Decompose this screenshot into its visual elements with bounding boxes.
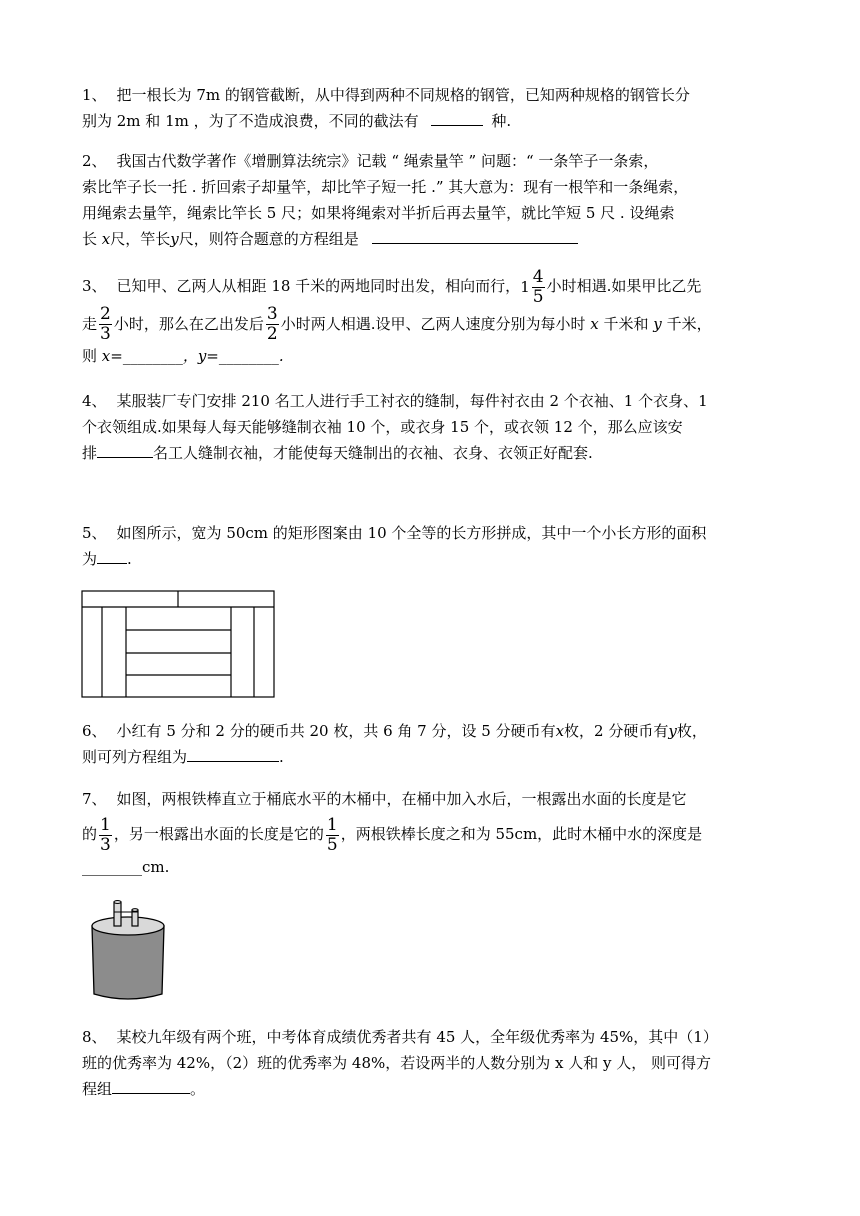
question-text: 某服装厂专门安排 210 名工人进行手工衬衣的缝制，每件衬衣由 2 个衣袖、1 个衣身、1 [116, 392, 708, 410]
variable-x: x [590, 314, 599, 333]
question-text: 用绳索去量竿，绳索比竿长 5 尺；如果将绳索对半折后再去量竿，就比竿短 5 尺 . 设绳索 [82, 204, 675, 222]
question-text: 小红有 5 分和 2 分的硬币共 20 枚，共 6 角 7 分，设 5 分硬币有 [116, 722, 556, 740]
question-text: 排 [82, 444, 98, 462]
variable-y: y [170, 230, 179, 248]
question-text: ，两根铁棒长度之和为 55cm，此时木桶中水的深度是 [340, 825, 703, 843]
fraction [99, 814, 112, 855]
question-text: 小时两人相遇.设甲、乙两人速度分别为每小时 [280, 314, 586, 333]
question-text: 为 [82, 550, 98, 568]
fraction-numerator: 1 [100, 814, 111, 835]
question-number: 3、 [82, 277, 107, 295]
question-number: 2、 [82, 152, 107, 170]
question-text: 索比竿子长一托 . 折回索子却量竿，却比竿子短一托 .” 其大意为：现有一根竿和一条绳索， [82, 178, 689, 196]
question-text: 。 [190, 1080, 206, 1098]
answer-blank[interactable]: ________cm. [82, 857, 170, 876]
answer-blank[interactable] [431, 109, 483, 126]
fraction-denominator: 2 [266, 324, 278, 345]
question-text: 班的优秀率为 42%，（2）班的优秀率为 48%，若设两半的人数分别为 x 人和 y 人， 则可得方 [82, 1054, 712, 1072]
question-5 [82, 520, 782, 572]
question-text: 千米， [666, 314, 712, 333]
question-text: 我国古代数学著作《增删算法统宗》记载 “ 绳索量竿 ” 问题：“ 一条竿子一条索， [116, 152, 659, 170]
question-text: 已知甲、乙两人从相距 18 千米的两地同时出发，相向而行， [116, 277, 521, 295]
fraction-numerator: 3 [266, 304, 278, 325]
fraction [99, 306, 112, 343]
answer-blank[interactable] [97, 441, 153, 458]
fraction-whole: 1 [520, 278, 530, 297]
answer-blank-y[interactable]: y=________. [197, 347, 284, 366]
fraction-numerator: 2 [100, 304, 111, 325]
question-text: 尺，竿长 [110, 230, 171, 248]
fraction-numerator: 1 [326, 814, 338, 835]
question-text: 小时，那么在乙出发后 [113, 314, 264, 333]
fraction-denominator: 3 [100, 834, 111, 855]
fraction-denominator: 5 [326, 834, 338, 855]
question-text: 走 [82, 314, 98, 333]
question-text: 种. [491, 112, 512, 130]
fraction-numerator: 4 [532, 266, 544, 287]
fraction [326, 814, 339, 855]
question-text: 如图所示，宽为 50cm 的矩形图案由 10 个全等的长方形拼成，其中一个小长方形的面积 [116, 524, 707, 542]
question-number: 4、 [82, 392, 107, 410]
question-1 [82, 82, 782, 134]
question-text: 程组 [82, 1080, 113, 1098]
question-7 [82, 786, 782, 880]
question-4 [82, 388, 782, 466]
question-number: 8、 [82, 1028, 107, 1046]
question-text: 枚， [676, 722, 707, 740]
question-text: . [127, 550, 132, 568]
question-text: 的 [82, 825, 98, 843]
question-3 [82, 268, 782, 369]
iron-rod-left [114, 902, 121, 926]
question-text: 则 [82, 347, 98, 366]
question-text: 枚，2 分硬币有 [564, 722, 669, 740]
question-text: 某校九年级有两个班，中考体育成绩优秀者共有 45 人，全年级优秀率为 45%，其中（1） [116, 1028, 718, 1046]
question-text: 个衣领组成.如果每人每天能够缝制衣袖 10 个，或衣身 15 个，或衣领 12 个，那么应该安 [82, 418, 683, 436]
variable-y: y [668, 722, 677, 740]
question-number: 5、 [82, 524, 107, 542]
bucket-figure [88, 896, 170, 1004]
question-text: 如图，两根铁棒直立于桶底水平的木桶中，在桶中加入水后，一根露出水面的长度是它 [116, 790, 687, 808]
answer-blank[interactable] [372, 227, 578, 244]
variable-y: y [653, 314, 662, 333]
answer-blank[interactable] [97, 547, 127, 564]
bucket-rim [92, 917, 164, 935]
fraction [266, 306, 279, 343]
question-text: 千米和 [603, 314, 649, 333]
fraction-denominator: 3 [100, 324, 111, 345]
variable-x: x [101, 230, 111, 248]
question-2 [82, 148, 782, 252]
question-text: 则可列方程组为 [82, 748, 188, 766]
answer-blank-x[interactable]: x=________， [101, 347, 198, 366]
question-number: 7、 [82, 790, 107, 808]
answer-blank[interactable] [112, 1077, 190, 1094]
question-text: 名工人缝制衣袖，才能使每天缝制出的衣袖、衣身、衣领正好配套. [153, 444, 593, 462]
question-6 [82, 718, 782, 770]
question-text: 长 [82, 230, 98, 248]
question-text: . [279, 748, 284, 766]
question-number: 6、 [82, 722, 107, 740]
mixed-fraction [520, 268, 546, 306]
variable-x: x [555, 722, 565, 740]
fraction-denominator: 5 [532, 286, 544, 307]
question-number: 1、 [82, 86, 107, 104]
question-text: 把一根长为 7m 的钢管截断，从中得到两种不同规格的钢管，已知两种规格的钢管长分 [116, 86, 690, 104]
question-8 [82, 1024, 782, 1102]
rectangle-pattern-figure [81, 590, 275, 698]
question-text: 尺，则符合题意的方程组是 [178, 230, 359, 248]
bucket-body [92, 926, 164, 999]
question-text: 小时相遇.如果甲比乙先 [546, 277, 702, 295]
question-text: ，另一根露出水面的长度是它的 [113, 825, 324, 843]
question-text: 别为 2m 和 1m ，为了不造成浪费，不同的截法有 [82, 112, 419, 130]
answer-blank[interactable] [187, 745, 279, 762]
